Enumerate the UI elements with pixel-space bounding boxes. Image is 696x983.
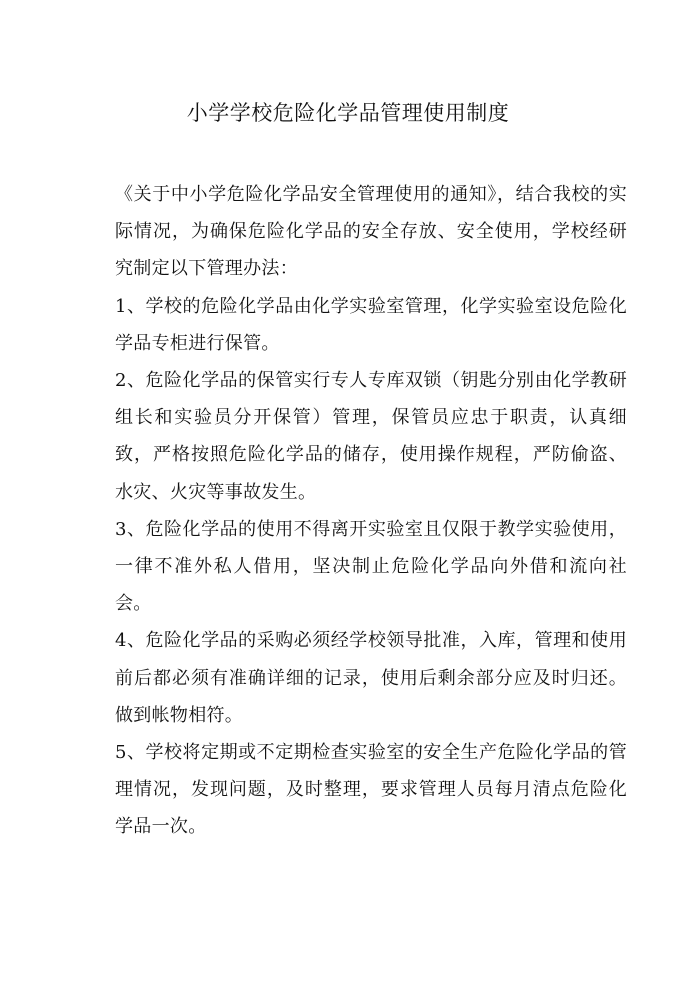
rule-paragraph-3: 3、危险化学品的使用不得离开实验室且仅限于教学实验使用，一律不准外私人借用，坚决制止危险化学品向外借和流向社会。 bbox=[115, 518, 627, 615]
rule-paragraph-1: 1、学校的危险化学品由化学实验室管理，化学实验室设危险化学品专柜进行保管。 bbox=[115, 295, 627, 354]
intro-paragraph: 《关于中小学危险化学品安全管理使用的通知》，结合我校的实际情况，为确保危险化学品的安全存放、安全使用，学校经研究制定以下管理办法： bbox=[115, 184, 627, 280]
rule-paragraph-5: 5、学校将定期或不定期检查实验室的安全生产危险化学品的管理情况，发现问题，及时整理，要求管理人员每月清点危险化学品一次。 bbox=[115, 742, 627, 838]
rule-paragraph-4: 4、危险化学品的采购必须经学校领导批准，入库，管理和使用前后都必须有准确详细的记录，使用后剩余部分应及时归还。做到帐物相符。 bbox=[115, 630, 627, 726]
document-body bbox=[115, 176, 627, 846]
document-title: 小学学校危险化学品管理使用制度 bbox=[186, 101, 510, 125]
rule-paragraph-2: 2、危险化学品的保管实行专人专库双锁（钥匙分别由化学教研组长和实验员分开保管）管理，保管员应忠于职责，认真细致，严格按照危险化学品的储存，使用操作规程，严防偷盗、水灾、火灾等事故发生。 bbox=[115, 370, 627, 503]
